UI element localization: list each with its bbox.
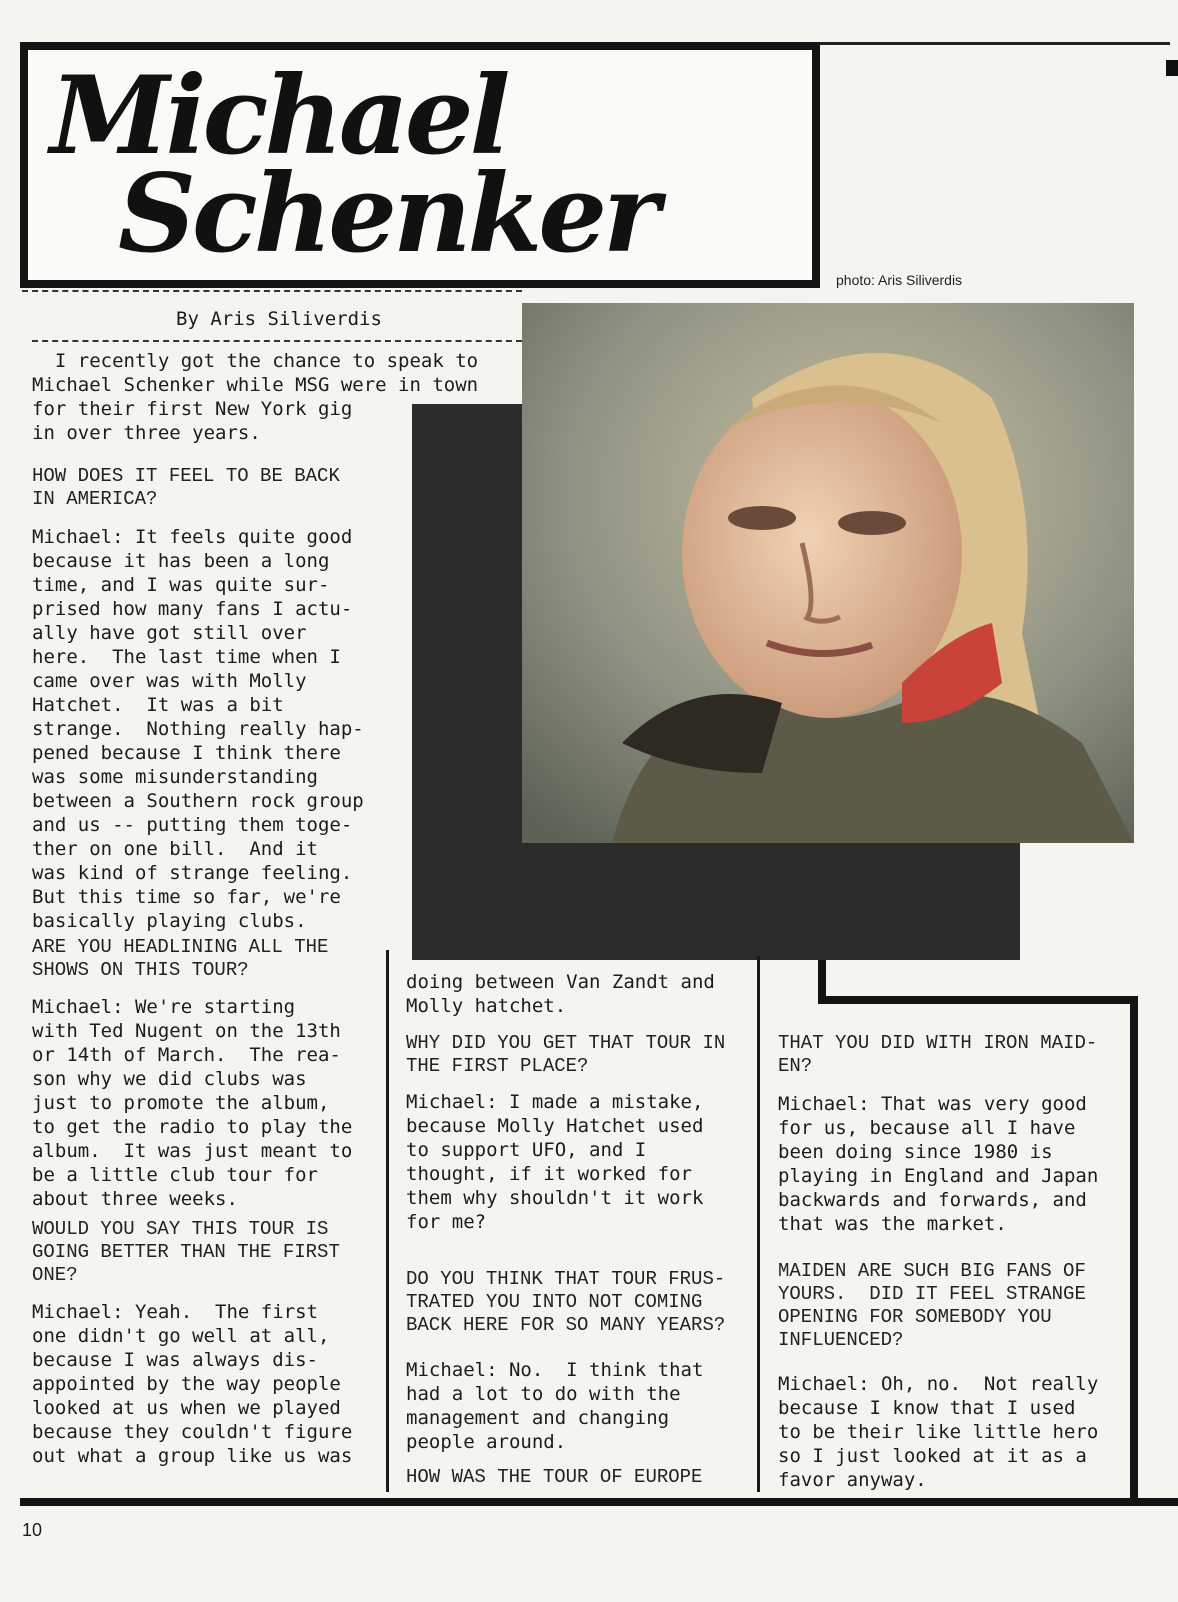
intro-paragraph: I recently got the chance to speak to Michael Schenker while MSG were in town for their first New York gig in over three years.	[32, 350, 479, 444]
question-6: HOW WAS THE TOUR OF EUROPE	[406, 1466, 703, 1488]
answer-1: Michael: It feels quite good because it has been a long time, and I was quite sur- prised how many fans I actu- ally have got still over here. The last time when I came over was with Molly Hatchet. It was a bit strange. Nothing really hap- pened because I think there was some misunderstanding between a Southern rock group and us -- putting them toge- ther on one bill. And it was kind of strange feeling. But this time so far, we're basically playing clubs.	[32, 526, 364, 932]
byline-rule-bottom	[32, 340, 522, 342]
byline: By Aris Siliverdis	[176, 308, 382, 330]
photo-credit: photo: Aris Siliverdis	[836, 272, 963, 288]
answer-7: Michael: Oh, no. Not really because I know that I used to be their like little hero so I just looked at it as a favor anyway.	[778, 1373, 1099, 1491]
bottom-rule	[20, 1498, 1178, 1506]
question-5: DO YOU THINK THAT TOUR FRUS- TRATED YOU INTO NOT COMING BACK HERE FOR SO MANY YEARS?	[406, 1268, 726, 1336]
answer-6: Michael: That was very good for us, because all I have been doing since 1980 is playing in England and Japan backwards and forwards, and that was the market.	[778, 1093, 1099, 1235]
column-3-top-rule	[818, 996, 1138, 1004]
title-line-2: Schenker	[118, 151, 656, 277]
question-3: WOULD YOU SAY THIS TOUR IS GOING BETTER THAN THE FIRST ONE?	[32, 1218, 340, 1286]
answer-4: Michael: I made a mistake, because Molly Hatchet used to support UFO, and I thought, if it worked for them why shouldn't it work for me?	[406, 1091, 704, 1233]
edge-mark	[1166, 60, 1178, 76]
question-2: ARE YOU HEADLINING ALL THE SHOWS ON THIS TOUR?	[32, 936, 329, 981]
column-3-right-rule	[1130, 996, 1138, 1498]
page-number: 10	[22, 1520, 43, 1540]
answer-2: Michael: We're starting with Ted Nugent on the 13th or 14th of March. The rea- son why we did clubs was just to promote the album, to get the radio to play the album. It was just meant to be a little club tour for about three weeks.	[32, 996, 353, 1210]
question-7: MAIDEN ARE SUCH BIG FANS OF YOURS. DID IT FEEL STRANGE OPENING FOR SOMEBODY YOU INFLUENCED?	[778, 1260, 1086, 1351]
title-line-1: Michael	[50, 53, 507, 179]
top-rule	[820, 42, 1170, 45]
column-divider-2	[757, 956, 760, 1492]
answer-3: Michael: Yeah. The first one didn't go well at all, because I was always dis- appointed by the way people looked at us when we played because they couldn't figure out what a group like us was	[32, 1301, 353, 1467]
byline-rule-top	[22, 290, 522, 292]
portrait-illustration	[522, 303, 1134, 843]
question-1: HOW DOES IT FEEL TO BE BACK IN AMERICA?	[32, 465, 340, 510]
column-divider-1	[386, 950, 389, 1492]
column-3-corner	[818, 960, 826, 1004]
answer-5: Michael: No. I think that had a lot to do with the management and changing people around.	[406, 1359, 704, 1453]
answer-3-continued: doing between Van Zandt and Molly hatchet.	[406, 971, 715, 1017]
question-4: WHY DID YOU GET THAT TOUR IN THE FIRST PLACE?	[406, 1032, 726, 1077]
question-6-continued: THAT YOU DID WITH IRON MAID- EN?	[778, 1032, 1098, 1077]
portrait-photo	[522, 303, 1134, 843]
title-box	[20, 42, 820, 288]
